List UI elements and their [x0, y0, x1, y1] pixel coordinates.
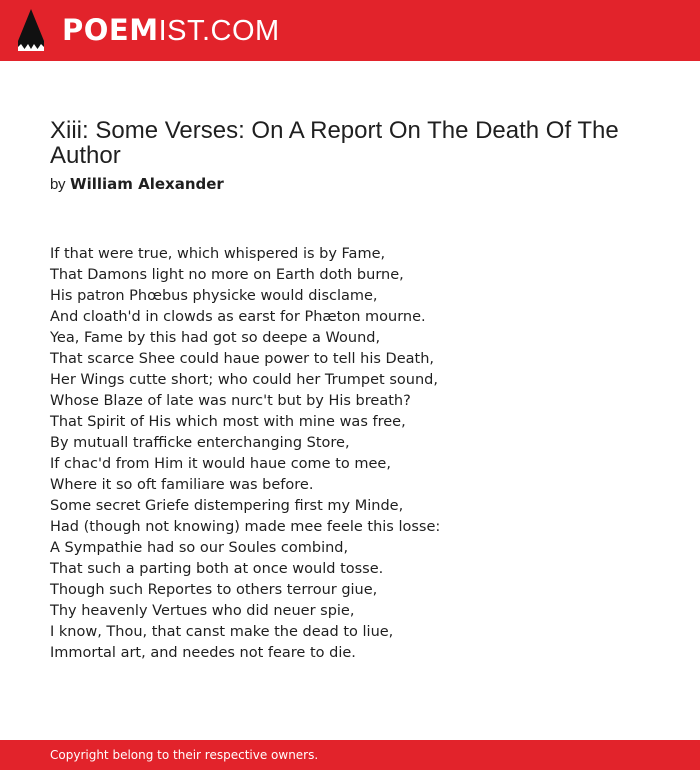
poem-line: And cloath'd in clowds as earst for Phæton mourne. — [50, 309, 426, 325]
byline-prefix: by — [50, 176, 66, 193]
poem-line: Where it so oft familiare was before. — [50, 477, 314, 493]
poem-line: If that were true, which whispered is by Fame, — [50, 246, 386, 262]
site-header — [0, 0, 700, 61]
poem-line: If chac'd from Him it would haue come to mee, — [50, 456, 391, 472]
poem-line: Had (though not knowing) made mee feele this losse: — [50, 519, 441, 535]
pencil-icon[interactable] — [18, 9, 44, 51]
poem-line: Yea, Fame by this had got so deepe a Wound, — [50, 330, 381, 346]
author-name: William Alexander — [70, 175, 224, 193]
poem-body — [50, 244, 660, 664]
site-logo-text[interactable] — [62, 12, 280, 48]
poem-line: A Sympathie had so our Soules combind, — [50, 540, 349, 556]
poem-line: Thy heavenly Vertues who did neuer spie, — [50, 603, 355, 619]
poem-line: That Damons light no more on Earth doth burne, — [50, 267, 404, 283]
poem-line: By mutuall trafficke enterchanging Store, — [50, 435, 350, 451]
poem-line: I know, Thou, that canst make the dead to liue, — [50, 624, 394, 640]
site-footer — [0, 740, 700, 770]
poem-title: Xiii: Some Verses: On A Report On The Death Of The Author — [50, 117, 619, 169]
poem-line: His patron Phœbus physicke would disclame, — [50, 288, 378, 304]
copyright-notice: Copyright belong to their respective owners. — [50, 748, 319, 762]
poem-line: Some secret Griefe distempering first my Minde, — [50, 498, 404, 514]
poem-line: Whose Blaze of late was nurc't but by His breath? — [50, 393, 411, 409]
poem-line: That Spirit of His which most with mine was free, — [50, 414, 406, 430]
brand-bold-text: POEM — [62, 13, 159, 47]
poem-line: Her Wings cutte short; who could her Trumpet sound, — [50, 372, 438, 388]
brand-light-text: IST.COM — [158, 15, 280, 47]
poem-line: Immortal art, and needes not feare to die. — [50, 645, 356, 661]
poem-line: That scarce Shee could haue power to tell his Death, — [50, 351, 435, 367]
poem-line: That such a parting both at once would tosse. — [50, 561, 384, 577]
byline — [50, 174, 224, 195]
poem-line: Though such Reportes to others terrour giue, — [50, 582, 378, 598]
